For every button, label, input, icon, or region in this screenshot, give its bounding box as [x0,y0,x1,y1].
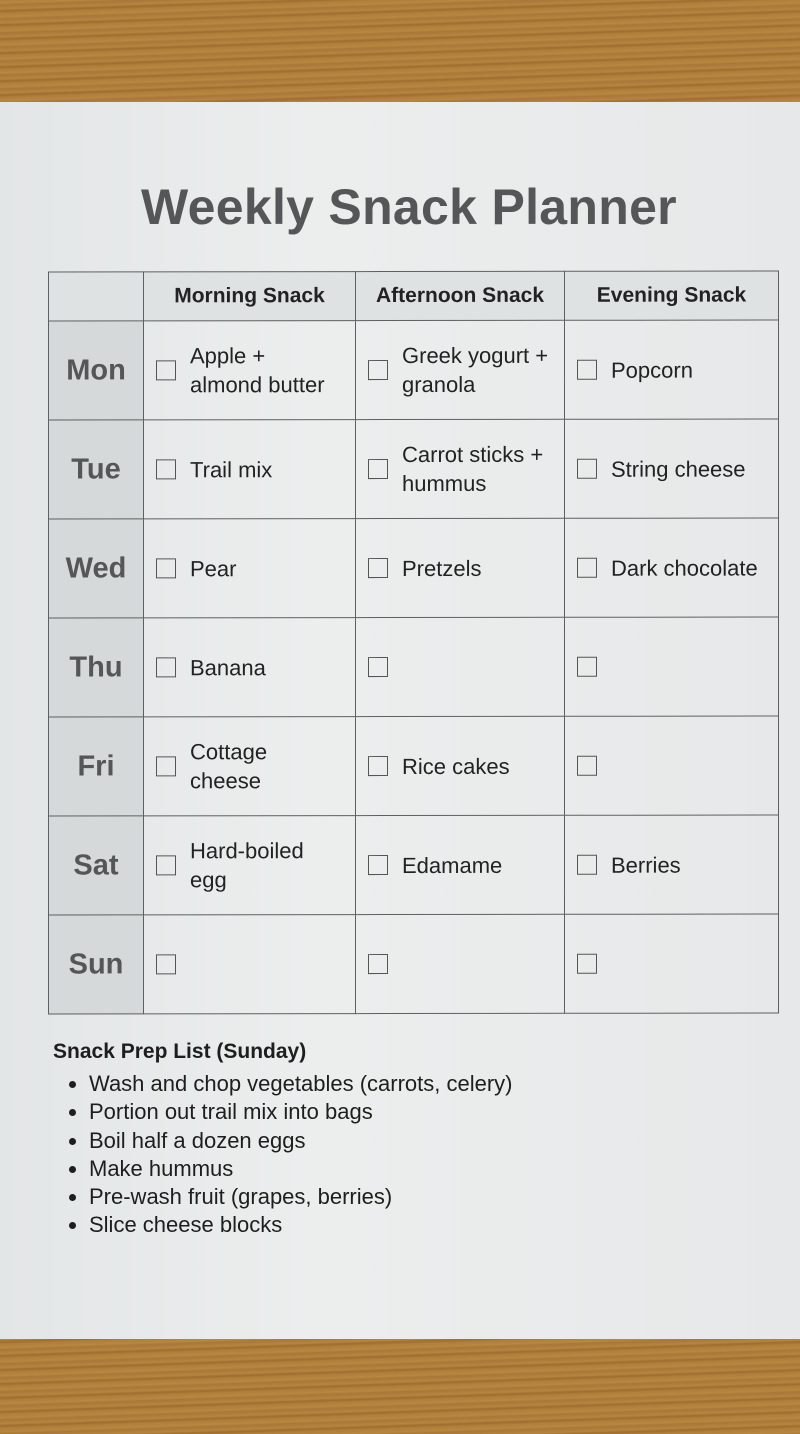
snack-cell-afternoon [356,518,565,617]
day-label: Sat [49,816,144,915]
paper-sheet [0,102,800,1339]
snack-entry [565,656,778,676]
checkbox-icon[interactable] [577,954,597,974]
prep-list [53,1040,513,1240]
snack-cell-morning [144,816,356,915]
snack-cell-morning [144,915,356,1014]
checkbox-icon[interactable] [156,855,176,875]
checkbox-icon[interactable] [368,954,388,974]
checkbox-icon[interactable] [577,756,597,776]
checkbox-icon[interactable] [368,657,388,677]
checkbox-icon[interactable] [368,756,388,776]
snack-cell-evening [565,716,779,815]
checkbox-icon[interactable] [368,459,388,479]
snack-label: Trail mix [190,456,273,482]
checkbox-icon[interactable] [368,360,388,380]
snack-cell-morning [144,420,356,519]
snack-cell-morning [144,717,356,816]
table-row [49,914,779,1014]
table-row [49,320,779,420]
table-row [49,617,779,717]
snack-entry [144,737,355,795]
checkbox-icon[interactable] [156,954,176,974]
checkbox-icon[interactable] [368,855,388,875]
header-row [49,271,779,321]
prep-item: • Wash and chop vegetables (carrots, celery) [89,1070,513,1098]
snack-cell-evening [565,419,779,518]
header-afternoon: Afternoon Snack [356,271,565,320]
snack-cell-evening [565,617,779,716]
day-label: Thu [49,618,144,717]
snack-cell-evening [565,914,779,1013]
table-row [49,518,779,618]
corner-header [49,272,144,321]
snack-cell-afternoon [356,617,565,716]
checkbox-icon[interactable] [156,360,176,380]
prep-item: • Pre-wash fruit (grapes, berries) [89,1183,513,1211]
snack-label: Pear [190,555,237,581]
day-label: Fri [49,717,144,816]
prep-item: • Boil half a dozen eggs [89,1127,513,1155]
prep-item: • Make hummus [89,1155,513,1183]
snack-entry [144,653,355,682]
snack-planner-table [48,270,779,1014]
snack-label: Apple + almond butter [190,343,325,398]
day-label: Wed [49,519,144,618]
snack-entry [144,455,355,484]
checkbox-icon[interactable] [577,558,597,578]
snack-entry [565,553,778,582]
snack-entry [356,440,564,498]
day-label: Tue [49,420,144,519]
snack-entry [356,341,564,399]
snack-label: Cottage cheese [190,739,268,794]
snack-entry [144,554,355,583]
snack-label: Banana [190,654,266,680]
checkbox-icon[interactable] [156,459,176,479]
checkbox-icon[interactable] [156,657,176,677]
header-morning: Morning Snack [144,272,356,321]
snack-cell-afternoon [356,716,565,815]
snack-cell-afternoon [356,815,565,914]
checkbox-icon[interactable] [368,558,388,578]
snack-entry [356,657,564,677]
snack-entry [565,755,778,775]
snack-cell-morning [144,618,356,717]
table-row [49,419,779,519]
table-row [49,815,779,915]
snack-entry [356,850,564,879]
table-row [49,716,779,816]
day-label: Mon [49,321,144,420]
snack-label: Rice cakes [402,753,510,779]
checkbox-icon[interactable] [577,855,597,875]
day-label: Sun [49,915,144,1014]
snack-entry [144,341,355,399]
checkbox-icon[interactable] [577,459,597,479]
snack-label: String cheese [611,456,746,482]
checkbox-icon[interactable] [577,657,597,677]
page-title: Weekly Snack Planner [141,179,677,235]
snack-label: Pretzels [402,555,482,581]
snack-entry [565,355,778,384]
snack-entry [144,836,355,894]
snack-entry [565,953,778,973]
snack-label: Berries [611,852,681,878]
snack-cell-afternoon [356,914,565,1013]
snack-cell-evening [565,815,779,914]
snack-cell-afternoon [356,320,565,419]
snack-entry [356,751,564,780]
checkbox-icon[interactable] [577,360,597,380]
snack-entry [356,553,564,582]
snack-label: Hard-boiled egg [190,838,304,893]
snack-cell-morning [144,321,356,420]
snack-label: Carrot sticks + hummus [402,441,544,497]
snack-entry [565,850,778,879]
snack-entry [356,954,564,974]
snack-cell-afternoon [356,419,565,518]
snack-label: Dark chocolate [611,555,758,581]
snack-entry [144,954,355,974]
snack-entry [565,454,778,483]
snack-label: Edamame [402,852,503,878]
snack-label: Popcorn [611,357,693,383]
prep-item: • Slice cheese blocks [89,1211,513,1239]
prep-list-heading: Snack Prep List (Sunday) [53,1040,307,1063]
snack-cell-evening [565,518,779,617]
checkbox-icon[interactable] [156,756,176,776]
prep-list-items [53,1070,513,1240]
header-evening: Evening Snack [565,271,779,320]
snack-label: Greek yogurt + granola [402,342,549,398]
snack-cell-morning [144,519,356,618]
prep-item: • Portion out trail mix into bags [89,1098,513,1126]
snack-cell-evening [565,320,779,419]
checkbox-icon[interactable] [156,558,176,578]
